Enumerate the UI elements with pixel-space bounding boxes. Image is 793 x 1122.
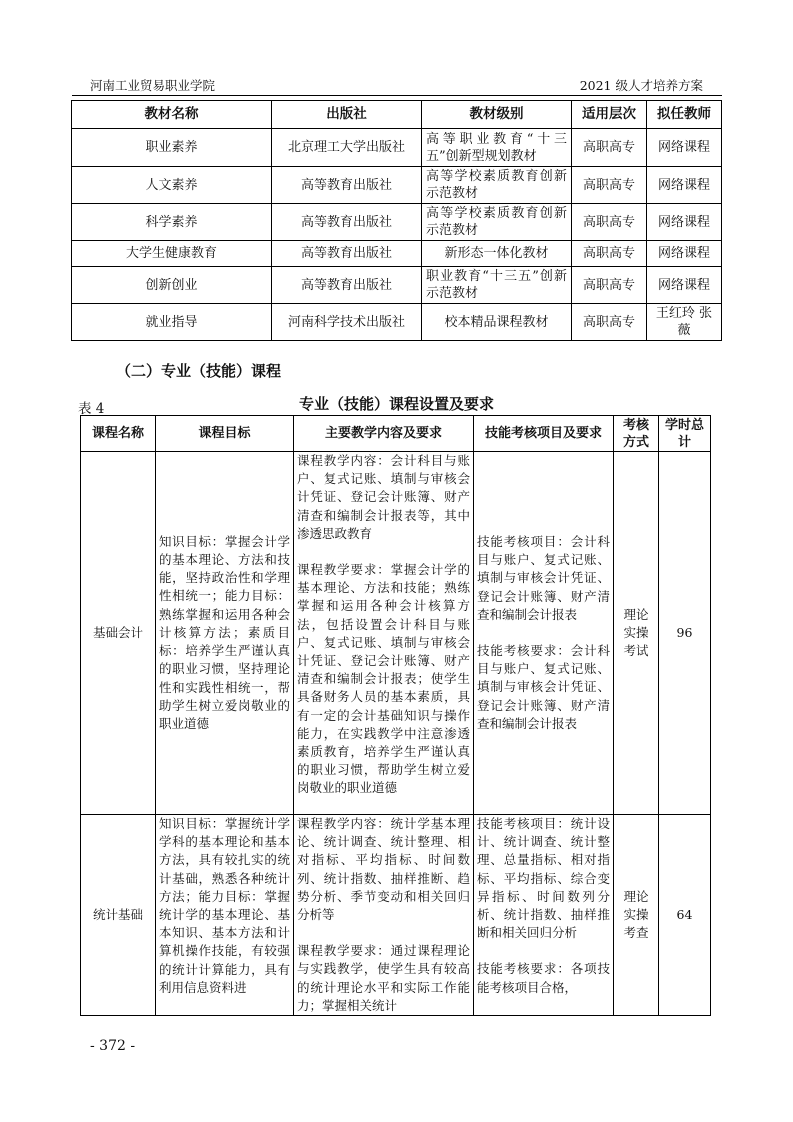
total-hours: 96	[659, 452, 711, 815]
table-cell: 高等学校素质教育创新示范教材	[422, 167, 572, 204]
table-cell: 网络课程	[647, 204, 722, 241]
content-text: 课程教学内容：会计科目与账户、复式记账、填制与审核会计凭证、登记会计账簿、财产清查和编制会计报表等，其中渗透思政教育	[297, 453, 470, 541]
course-content	[294, 452, 474, 815]
table-row	[72, 167, 722, 204]
skill-requirements-text: 技能考核要求：会计科目与账户、复式记账、填制与审核会计凭证、登记会计账簿、财产清查和编制会计报表	[477, 643, 610, 731]
table-cell: 高等学校素质教育创新示范教材	[422, 204, 572, 241]
teacher-cell: 王红玲 张 薇	[647, 304, 722, 341]
content-text: 课程教学内容：统计学基本理论、统计调查、统计整理、相对指标、平均指标、时间数列、统计指数、抽样推断、趋势分析、季节变动和相关回归分析等	[297, 816, 470, 923]
section-heading: （二）专业（技能）课程	[116, 362, 282, 380]
table-cell: 高职高专	[572, 204, 647, 241]
column-header: 拟任教师	[647, 101, 722, 129]
table-cell: 高职高专	[572, 267, 647, 304]
column-header: 教材名称	[72, 101, 272, 129]
table-cell: 校本精品课程教材	[422, 304, 572, 341]
table-cell: 网络课程	[647, 241, 722, 267]
table-cell: 科学素养	[72, 204, 272, 241]
course-skills	[474, 815, 614, 1016]
table-header-row	[72, 101, 722, 129]
table-cell: 高职高专	[572, 167, 647, 204]
course-goal: 知识目标：掌握统计学学科的基本理论和基本方法，具有较扎实的统计基础，熟悉各种统计方法；能力目标：掌握统计学的基本理论、基本知识、基本方法和计算机操作技能，有较强的统计计算能力，具有利用信息资料进	[156, 815, 294, 1016]
assessment-method: 理论实操考试	[614, 452, 659, 815]
table-cell: 就业指导	[72, 304, 272, 341]
table-cell: 高职高专	[572, 241, 647, 267]
course-table	[80, 415, 711, 1016]
table-cell: 职业教育“十三五”创新示范教材	[422, 267, 572, 304]
requirement-text: 课程教学要求：通过课程理论与实践教学，使学生具有较高的统计理论水平和实际工作能力；掌握相关统计	[297, 943, 470, 1013]
skill-requirements-text: 技能考核要求：各项技能考核项目合格，	[477, 961, 610, 995]
table-row	[72, 129, 722, 167]
assessment-method: 理论实操考查	[614, 815, 659, 1016]
course-name: 统计基础	[81, 815, 156, 1016]
column-header: 课程名称	[81, 416, 156, 452]
column-header: 教材级别	[422, 101, 572, 129]
column-header: 适用层次	[572, 101, 647, 129]
table-cell: 高等职业教育“十三五”创新型规划教材	[422, 129, 572, 167]
table-number: 表 4	[78, 401, 105, 417]
table-cell: 高等教育出版社	[272, 204, 422, 241]
table-cell: 大学生健康教育	[72, 241, 272, 267]
table-cell: 新形态一体化教材	[422, 241, 572, 267]
column-header: 学时总计	[659, 416, 711, 452]
course-skills	[474, 452, 614, 815]
column-header: 技能考核项目及要求	[474, 416, 614, 452]
table-cell: 高职高专	[572, 304, 647, 341]
column-header: 主要教学内容及要求	[294, 416, 474, 452]
table-row	[72, 241, 722, 267]
course-name: 基础会计	[81, 452, 156, 815]
skill-items-text: 技能考核项目：统计设计、统计调查、统计整理、总量指标、相对指标、平均指标、综合变异指标、时间数列分析、统计指数、抽样推断和相关回归分析	[477, 816, 610, 941]
table-header-row	[81, 416, 711, 452]
table-cell: 网络课程	[647, 167, 722, 204]
table-row	[81, 815, 711, 1016]
table-cell: 人文素养	[72, 167, 272, 204]
table-cell: 创新创业	[72, 267, 272, 304]
table-cell: 高职高专	[572, 129, 647, 167]
column-header: 课程目标	[156, 416, 294, 452]
course-content	[294, 815, 474, 1016]
course-goal: 知识目标：掌握会计学的基本理论、方法和技能，坚持政治性和学理性相统一；能力目标：熟练掌握和运用各种会计核算方法；素质目标：培养学生严谨认真的职业习惯，坚持理论性和实践性相统一，帮助学生树立爱岗敬业的职业道德	[156, 452, 294, 815]
column-header: 出版社	[272, 101, 422, 129]
table-row	[72, 304, 722, 341]
header-school: 河南工业贸易职业学院	[90, 78, 216, 93]
page-number: - 372 -	[90, 1038, 136, 1054]
table-cell: 高等教育出版社	[272, 167, 422, 204]
table-cell: 高等教育出版社	[272, 267, 422, 304]
table-row	[72, 204, 722, 241]
header-rule	[72, 95, 722, 96]
table-cell: 高等教育出版社	[272, 241, 422, 267]
column-header: 考核方式	[614, 416, 659, 452]
table-cell: 网络课程	[647, 129, 722, 167]
table-cell: 北京理工大学出版社	[272, 129, 422, 167]
textbook-table	[71, 100, 722, 341]
requirement-text: 课程教学要求：掌握会计学的基本理论、方法和技能；熟练掌握和运用各种会计核算方法，包括设置会计科目与账户、复式记账、填制与审核会计凭证、登记会计账簿、财产清查和编制会计报表；使学生具备财务人员的基本素质，具有一定的会计基础知识与操作能力，在实践教学中注意渗透素质教育，培养学生严谨认真的职业习惯，帮助学生树立爱岗敬业的职业道德	[297, 562, 470, 796]
total-hours: 64	[659, 815, 711, 1016]
table-cell: 职业素养	[72, 129, 272, 167]
skill-items-text: 技能考核项目：会计科目与账户、复式记账、填制与审核会计凭证、登记会计账簿、财产清查和编制会计报表	[477, 533, 610, 622]
table-cell: 网络课程	[647, 267, 722, 304]
header-plan: 2021 级人才培养方案	[579, 78, 703, 93]
table-title: 专业（技能）课程设置及要求	[298, 395, 494, 413]
table-cell: 河南科学技术出版社	[272, 304, 422, 341]
table-row	[72, 267, 722, 304]
table-row	[81, 452, 711, 815]
